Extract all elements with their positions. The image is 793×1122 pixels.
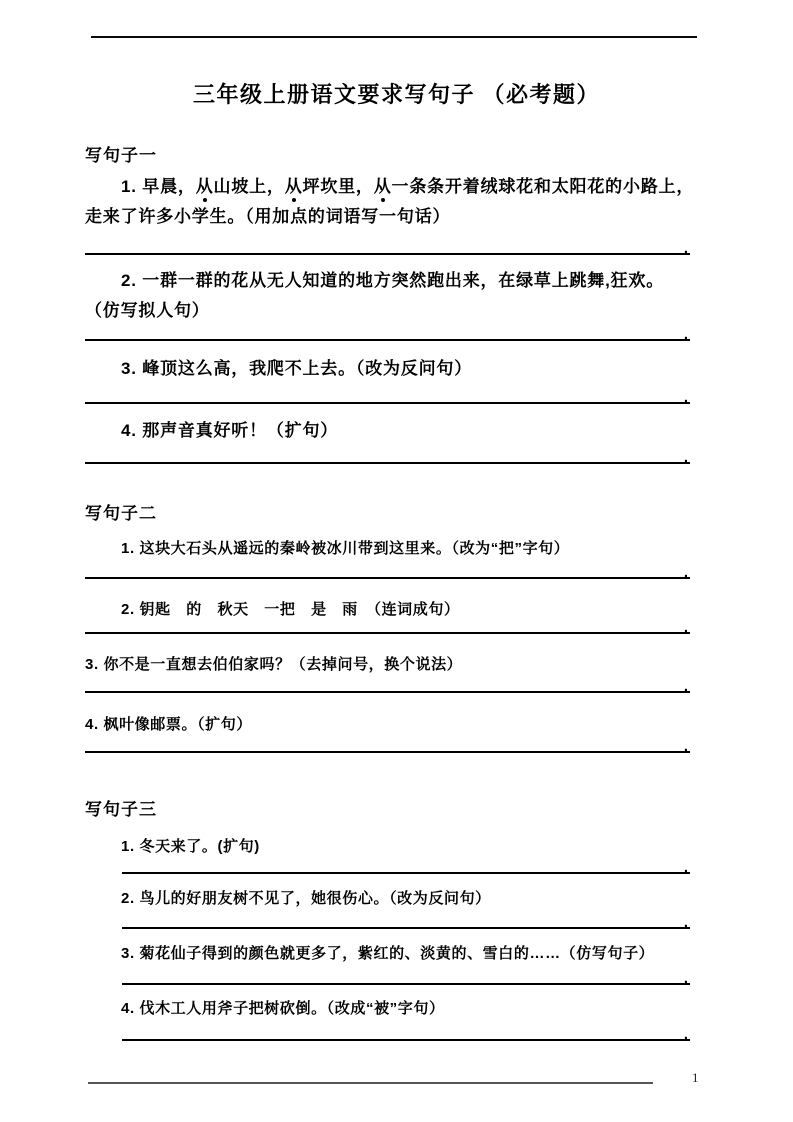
answer-line <box>85 382 690 404</box>
page-title: 三年级上册语文要求写句子 （必考题） <box>192 82 601 107</box>
section-heading: 写句子三 <box>85 800 157 819</box>
question-text: 4. 枫叶像邮票。（扩句） <box>85 716 252 733</box>
question-text: 3. 你不是一直想去伯伯家吗？（去掉问号，换个说法） <box>85 656 463 673</box>
question-text: 3. 峰顶这么高，我爬不上去。（改为反问句） <box>121 359 472 378</box>
question <box>85 354 710 384</box>
section-heading: 写句子二 <box>85 504 157 523</box>
answer-period: . <box>683 326 688 343</box>
question-text: 1. 这块大石头从遥远的秦岭被冰川带到这里来。（改为“把”字句） <box>121 540 570 557</box>
answer-period: . <box>683 389 688 406</box>
answer-period: . <box>683 619 688 636</box>
question-text: 1. 冬天来了。(扩句) <box>121 838 260 855</box>
answer-line <box>85 612 690 634</box>
answer-line <box>85 671 690 693</box>
header-rule <box>91 36 697 38</box>
answer-period: . <box>683 240 688 257</box>
answer-line <box>122 963 690 985</box>
question-text: 2. 钥匙 的 秋天 一把 是 雨 （连词成句） <box>121 601 460 618</box>
answer-line <box>85 557 690 579</box>
answer-period: . <box>683 859 688 876</box>
answer-period: . <box>683 678 688 695</box>
answer-line <box>122 907 690 929</box>
question <box>85 172 710 232</box>
page-number: 1 <box>692 1070 699 1085</box>
answer-line <box>85 731 690 753</box>
answer-period: . <box>683 914 688 931</box>
question-text: 2. 鸟儿的好朋友树不见了，她很伤心。（改为反问句） <box>121 890 491 907</box>
question-text: 4. 那声音真好听！（扩句） <box>121 421 339 440</box>
question-text: 走来了许多小学生。（用加点的词语写一句话） <box>85 207 451 226</box>
question <box>121 943 731 965</box>
answer-period: . <box>683 449 688 466</box>
answer-period: . <box>683 970 688 987</box>
question <box>85 266 710 326</box>
question-text: 4. 伐木工人用斧子把树砍倒。（改成“被”字句） <box>121 1000 445 1017</box>
question-text: 3. 菊花仙子得到的颜色就更多了，紫红的、淡黄的、雪白的……（仿写句子） <box>121 945 655 962</box>
answer-line <box>85 319 690 341</box>
answer-period: . <box>683 738 688 755</box>
question <box>121 998 721 1020</box>
question-text: 1. 早晨，从山坡上，从坪坎里，从一条条开着绒球花和太阳花的小路上， <box>121 177 695 196</box>
answer-line <box>122 1019 690 1041</box>
answer-period: . <box>683 564 688 581</box>
answer-line <box>85 233 690 255</box>
question-text: （仿写拟人句） <box>85 301 210 320</box>
answer-line <box>122 852 690 874</box>
question-text: 2. 一群一群的花从无人知道的地方突然跑出来，在绿草上跳舞,狂欢。 <box>121 271 665 290</box>
answer-line <box>85 442 690 464</box>
section-heading: 写句子一 <box>85 146 157 165</box>
answer-period: . <box>683 1026 688 1043</box>
footer-rule <box>88 1082 653 1084</box>
